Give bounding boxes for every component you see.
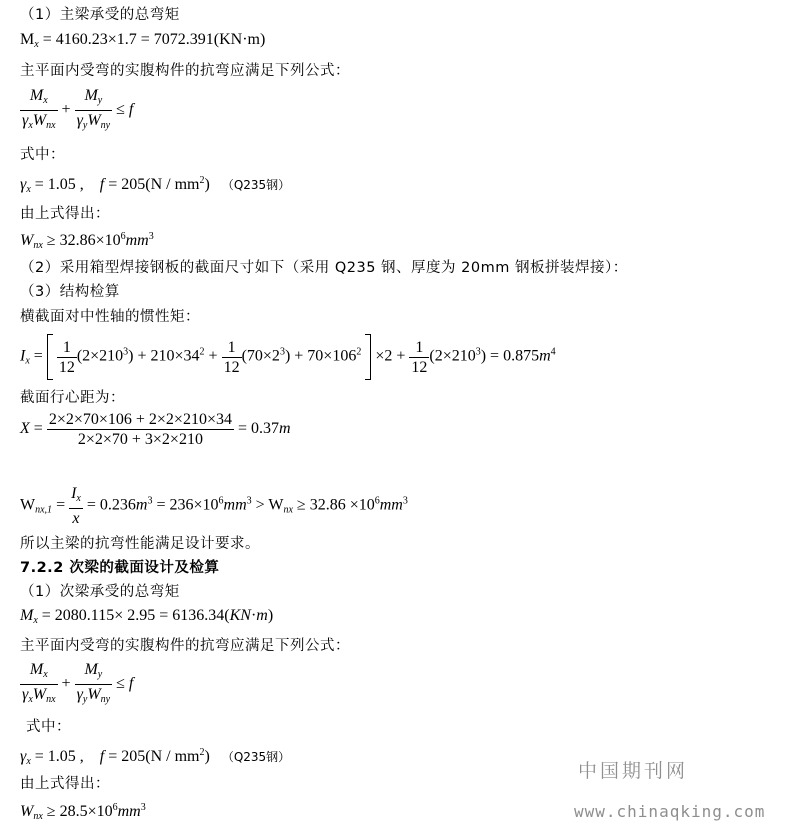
w-result-2: = 236×10 — [156, 496, 219, 514]
equation-x: X = $\frac{2\times 2\times 70\times 106 + 2\times 2\times 210\times 34}{2\times 2\times 70 + 3\times 2\times 210}$ = 0.37m — [20, 411, 291, 448]
watermark-url: www.chinaqking.com — [574, 802, 766, 821]
ix-term-6: (2×210 — [429, 347, 476, 365]
ix-result: ) = 0.875 — [480, 347, 540, 365]
heading-secondary-beam: 7.2.2 次梁的截面设计及检算 — [20, 560, 220, 576]
inertia-label: 横截面对中性轴的惯性矩： — [20, 309, 200, 325]
f-value: = 205(N / mm — [108, 176, 200, 193]
parameters-line-2: $\gamma_x = 1.05$ , $f = 205(N / mm^2)$ （Q235钢） — [20, 747, 291, 767]
mx-sec-value: = 2080.115× 2.95 = 6136.34( — [41, 607, 230, 624]
fraction-x: $\frac{2\times 2\times 70\times 106 + 2\times 2\times 210\times 34}{2\times 2\times 70 + 3\times 2\times 210}$ — [48, 411, 232, 448]
conclusion-text: 所以主梁的抗弯性能满足设计要求。 — [20, 536, 260, 552]
wnx-sec-value: ≥ 28.5×10 — [46, 803, 113, 820]
heading-structure-check: （3）结构检算 — [20, 284, 120, 300]
centroid-label: 截面行心距为： — [20, 390, 125, 406]
steel-note: （Q235钢） — [221, 178, 291, 192]
strength-formula-1: $\frac{M_x}{\gamma_xW_{nx}}$ + $\frac{M_y}{\gamma_yW_{ny}}$ ≤ f — [20, 86, 133, 135]
right-bracket — [365, 334, 371, 380]
x-result: = 0.37 — [237, 420, 280, 438]
mx-main-value: 4160.23×1.7 = 7072.391(KN·m) — [55, 31, 266, 48]
equation-mx-secondary: $M_x = 2080.115\times 2.95 = 6136.34(KN\cdot m)$ — [20, 607, 274, 626]
derive-label-2: 由上式得出： — [20, 776, 110, 792]
gamma-value: = 1.05 , — [34, 176, 84, 193]
ix-term-1: (2×210 — [76, 347, 124, 365]
equation-w-check: $W_{nx,1}$ = $\frac{I_x}{x}$ = $0.236m^3 = 236\times 10^6mm^3 > W_{nx} \ge 32.86 \times 10^6mm^3$ — [20, 485, 408, 527]
parameters-line-1: $\gamma_x = 1.05$ , $f = 205(N / mm^2)$ （Q235钢） — [20, 175, 291, 195]
equation-wnx-main: $W_{nx} \ge 32.86\times 10^6mm^3$ — [20, 231, 154, 251]
where-label-1: 式中： — [20, 147, 65, 163]
fraction-ix-over-x: $\frac{I_x}{x}$ — [71, 485, 81, 527]
wnx-main-value: ≥ 32.86×10 — [46, 232, 121, 249]
equation-mx-main: $M_x = 4160.23\times 1.7 = 7072.391(KN\cdot m)$ — [20, 31, 266, 50]
strength-formula-2: $\frac{M_x}{\gamma_xW_{nx}}$ + $\frac{M_y}{\gamma_yW_{ny}}$ ≤ f — [22, 661, 134, 705]
heading-main-moment: （1）主梁承受的总弯矩 — [20, 7, 180, 23]
equation-ix: $I_x$ = $\frac{1}{12}$ $(2\times 210^3) + 210\times 34^2$ + $\frac{1}{12}$ $(70\times 2^3) + 70\times 106^2 \times 2$ + $\frac{1}{12}$ $(2\times 210^3) = 0.875m^4$ — [20, 334, 556, 380]
ix-term-3: (70×2 — [241, 347, 280, 365]
ix-term-5: ×2 + — [375, 347, 406, 365]
equation-wnx-secondary: $W_{nx} \ge 28.5\times 10^6mm^3$ — [20, 802, 146, 822]
left-bracket — [47, 334, 53, 380]
ix-term-4: ) + 70×106 — [284, 347, 357, 365]
heading-section-size: （2）采用箱型焊接钢板的截面尺寸如下（采用 Q235 钢、厚度为 20mm 钢板拼装焊接）： — [20, 260, 628, 276]
fraction-my: $\frac{M_y}{\gamma_yW_{ny}}$ — [76, 87, 111, 131]
formula-intro-1: 主平面内受弯的实腹构件的抗弯应满足下列公式： — [20, 63, 350, 79]
formula-intro-2: 主平面内受弯的实腹构件的抗弯应满足下列公式： — [20, 638, 350, 654]
fraction-mx: $\frac{M_x}{\gamma_xW_{nx}}$ — [22, 87, 56, 131]
ix-term-2: ) + 210×34 — [128, 347, 200, 365]
w-result-1: = 0.236 — [86, 496, 136, 514]
heading-secondary-moment: （1）次梁承受的总弯矩 — [20, 584, 180, 600]
derive-label-1: 由上式得出： — [20, 206, 110, 222]
watermark-site-name: 中国期刊网 — [578, 760, 689, 782]
w-result-3: ≥ 32.86 ×10 — [296, 496, 375, 514]
where-label-2: 式中： — [26, 719, 71, 735]
